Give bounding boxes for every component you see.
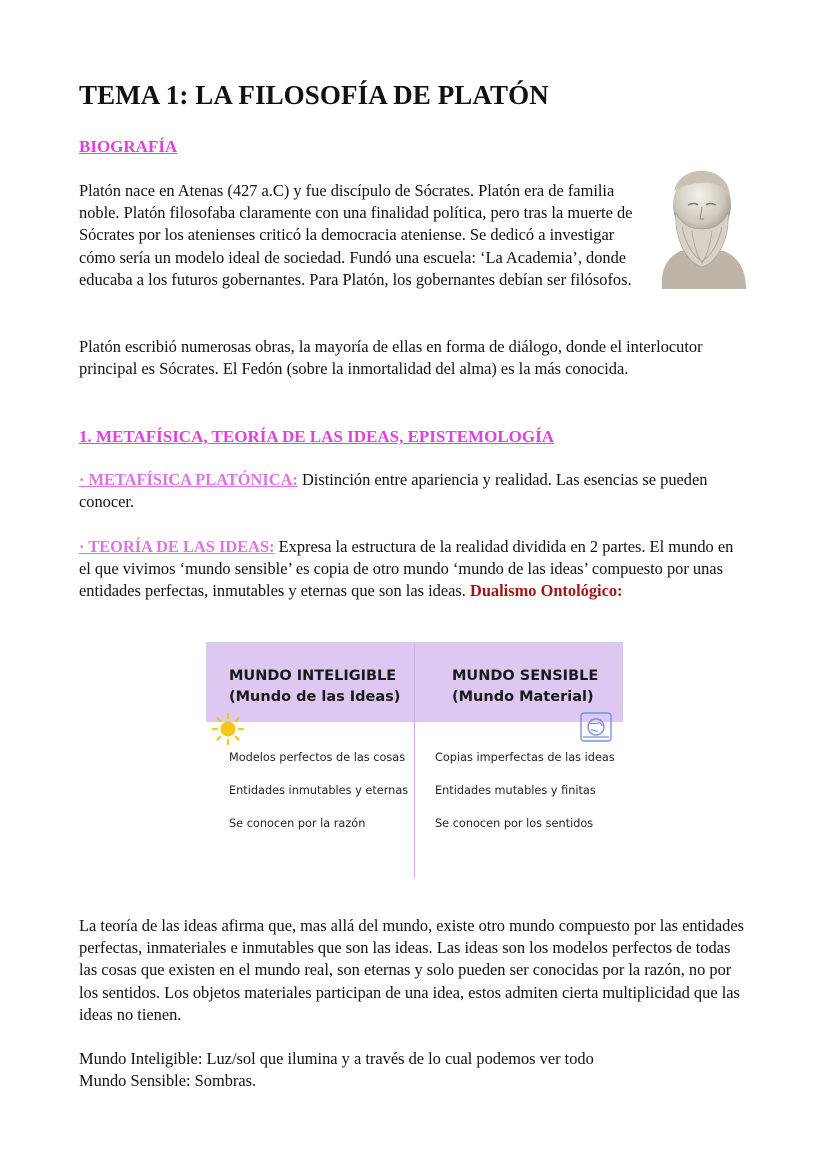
intelligible-world-header: [229, 666, 400, 708]
biography-paragraph-1: Platón nace en Atenas (427 a.C) y fue discípulo de Sócrates. Platón era de familia noble. Platón filosofaba claramente con una finalidad política, pero tras la muerte de Sócrates por los atenienses criticó la democracia ateniense. Se dedicó a investigar cómo sería un modelo ideal de sociedad. Fundó una escuela: ‘La Academia’, donde educaba a los futuros gobernantes. Para Platón, los gobernantes debían ser filósofos.: [79, 181, 633, 289]
intelligible-title: MUNDO INTELIGIBLE: [229, 668, 397, 684]
sensible-item: Copias imperfectas de las ideas: [435, 751, 615, 764]
metaphysics-text: Distinción entre apariencia y realidad. Las esencias se pueden conocer.: [79, 470, 708, 512]
sensible-title: MUNDO SENSIBLE: [452, 668, 599, 684]
two-worlds-diagram: [206, 642, 623, 878]
sensible-item: Se conocen por los sentidos: [435, 817, 594, 830]
intelligible-item: Entidades inmutables y eternas: [229, 784, 409, 797]
sensible-item: Entidades mutables y finitas: [435, 784, 596, 797]
intelligible-item: Modelos perfectos de las cosas: [229, 751, 406, 764]
biography-paragraph-2: Platón escribió numerosas obras, la mayoría de ellas en forma de diálogo, donde el interlocutor principal es Sócrates. El Fedón (sobre la inmortalidad del alma) es la más conocida.: [79, 337, 703, 379]
intelligible-item: Se conocen por la razón: [229, 817, 366, 830]
sensible-world-header: [452, 666, 598, 708]
sensible-subtitle: (Mundo Material): [452, 689, 594, 705]
intelligible-world-line: Mundo Inteligible: Luz/sol que ilumina y a través de lo cual podemos ver todo: [79, 1049, 594, 1068]
sensible-world-line: Mundo Sensible: Sombras.: [79, 1071, 257, 1090]
intelligible-subtitle: (Mundo de las Ideas): [229, 689, 401, 705]
page-title: TEMA 1: LA FILOSOFÍA DE PLATÓN: [79, 80, 549, 110]
ideas-text: Expresa la estructura de la realidad dividida en 2 partes. El mundo en el que vivimos ‘mundo sensible’ es copia de otro mundo ‘mundo de las ideas’ compuesto por unas entidades perfectas, inmutables y eternas que son las ideas.: [79, 537, 734, 601]
ideas-paragraph: [79, 536, 749, 603]
conclusion-paragraph: La teoría de las ideas afirma que, mas allá del mundo, existe otro mundo compuesto por las entidades perfectas, inmateriales e inmutables que son las ideas. Las ideas son los modelos perfectos de todas las cosas que existen en el mundo real, son eternas y solo pueden ser conocidas por la razón, no por los sentidos. Los objetos materiales participan de una idea, estos admiten cierta multiplicidad que las ideas no tienen.: [79, 916, 744, 1024]
metaphysics-label: · METAFÍSICA PLATÓNICA:: [79, 470, 298, 489]
globe-icon: [580, 712, 612, 742]
earth-icon: [659, 714, 689, 742]
biography-heading: BIOGRAFÍA: [79, 137, 178, 156]
dualism-emphasis: Dualismo Ontológico:: [469, 581, 623, 601]
ideas-label: · TEORÍA DE LAS IDEAS:: [79, 537, 275, 556]
metaphysics-paragraph: [79, 469, 749, 513]
section1-heading: 1. METAFÍSICA, TEORÍA DE LAS IDEAS, EPISTEMOLOGÍA: [79, 427, 555, 446]
plato-bust-image: [654, 165, 750, 289]
diagram-divider: [414, 642, 415, 878]
sun-icon: [211, 712, 245, 746]
